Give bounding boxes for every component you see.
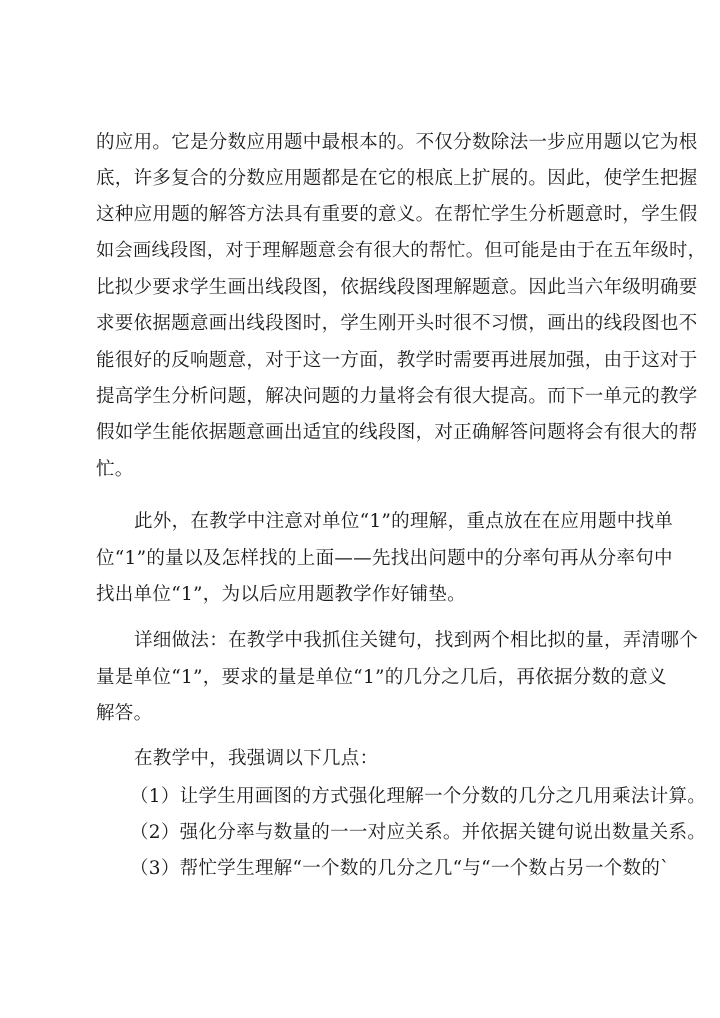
paragraph-1-line-7: 能很好的反响题意，对于这一方面，教学时需要再进展加强，由于这对于 (96, 350, 698, 371)
paragraph-1-line-1: 的应用。它是分数应用题中最根本的。不仅分数除法一步应用题以它为根 (96, 132, 698, 153)
paragraph-3-line-1: 详细做法：在教学中我抓住关键句，找到两个相比拟的量，弄清哪个 (134, 630, 699, 651)
paragraph-1-line-5: 比拟少要求学生画出线段图，依据线段图理解题意。因此当六年级明确要 (96, 277, 698, 298)
list-item-1: （1）让学生用画图的方式强化理解一个分数的几分之几用乘法计算。 (130, 786, 707, 807)
paragraph-1-line-8: 提高学生分析问题，解决问题的力量将会有很大提高。而下一单元的教学 (96, 386, 698, 407)
paragraph-2-line-2: 位“1”的量以及怎样找的上面——先找出问题中的分率句再从分率句中 (96, 548, 673, 569)
paragraph-3-line-2: 量是单位“1”，要求的量是单位“1”的几分之几后，再依据分数的意义 (96, 667, 667, 688)
paragraph-2-line-1: 此外，在教学中注意对单位“1”的理解，重点放在在应用题中找单 (134, 511, 674, 532)
paragraph-4-line-1: 在教学中，我强调以下几点： (134, 748, 379, 769)
paragraph-1-line-4: 如会画线段图，对于理解题意会有很大的帮忙。但可能是由于在五年级时， (96, 240, 707, 261)
paragraph-1-line-9: 假如学生能依据题意画出适宜的线段图，对正确解答问题将会有很大的帮 (96, 422, 698, 443)
paragraph-1-line-2: 底，许多复合的分数应用题都是在它的根底上扩展的。因此，使学生把握 (96, 168, 698, 189)
list-item-2: （2）强化分率与数量的一一对应关系。并依据关键句说出数量关系。 (130, 822, 707, 843)
list-item-3: （3）帮忙学生理解“一个数的几分之几“与“一个数占另一个数的` (130, 858, 670, 879)
paragraph-2-line-3: 找出单位“1”，为以后应用题教学作好铺垫。 (96, 584, 466, 605)
paragraph-1-line-6: 求要依据题意画出线段图时，学生刚开头时很不习惯，画出的线段图也不 (96, 313, 698, 334)
paragraph-1-line-10: 忙。 (96, 459, 134, 480)
paragraph-3-line-3: 解答。 (96, 703, 153, 724)
paragraph-1-line-3: 这种应用题的解答方法具有重要的意义。在帮忙学生分析题意时，学生假 (96, 204, 698, 225)
